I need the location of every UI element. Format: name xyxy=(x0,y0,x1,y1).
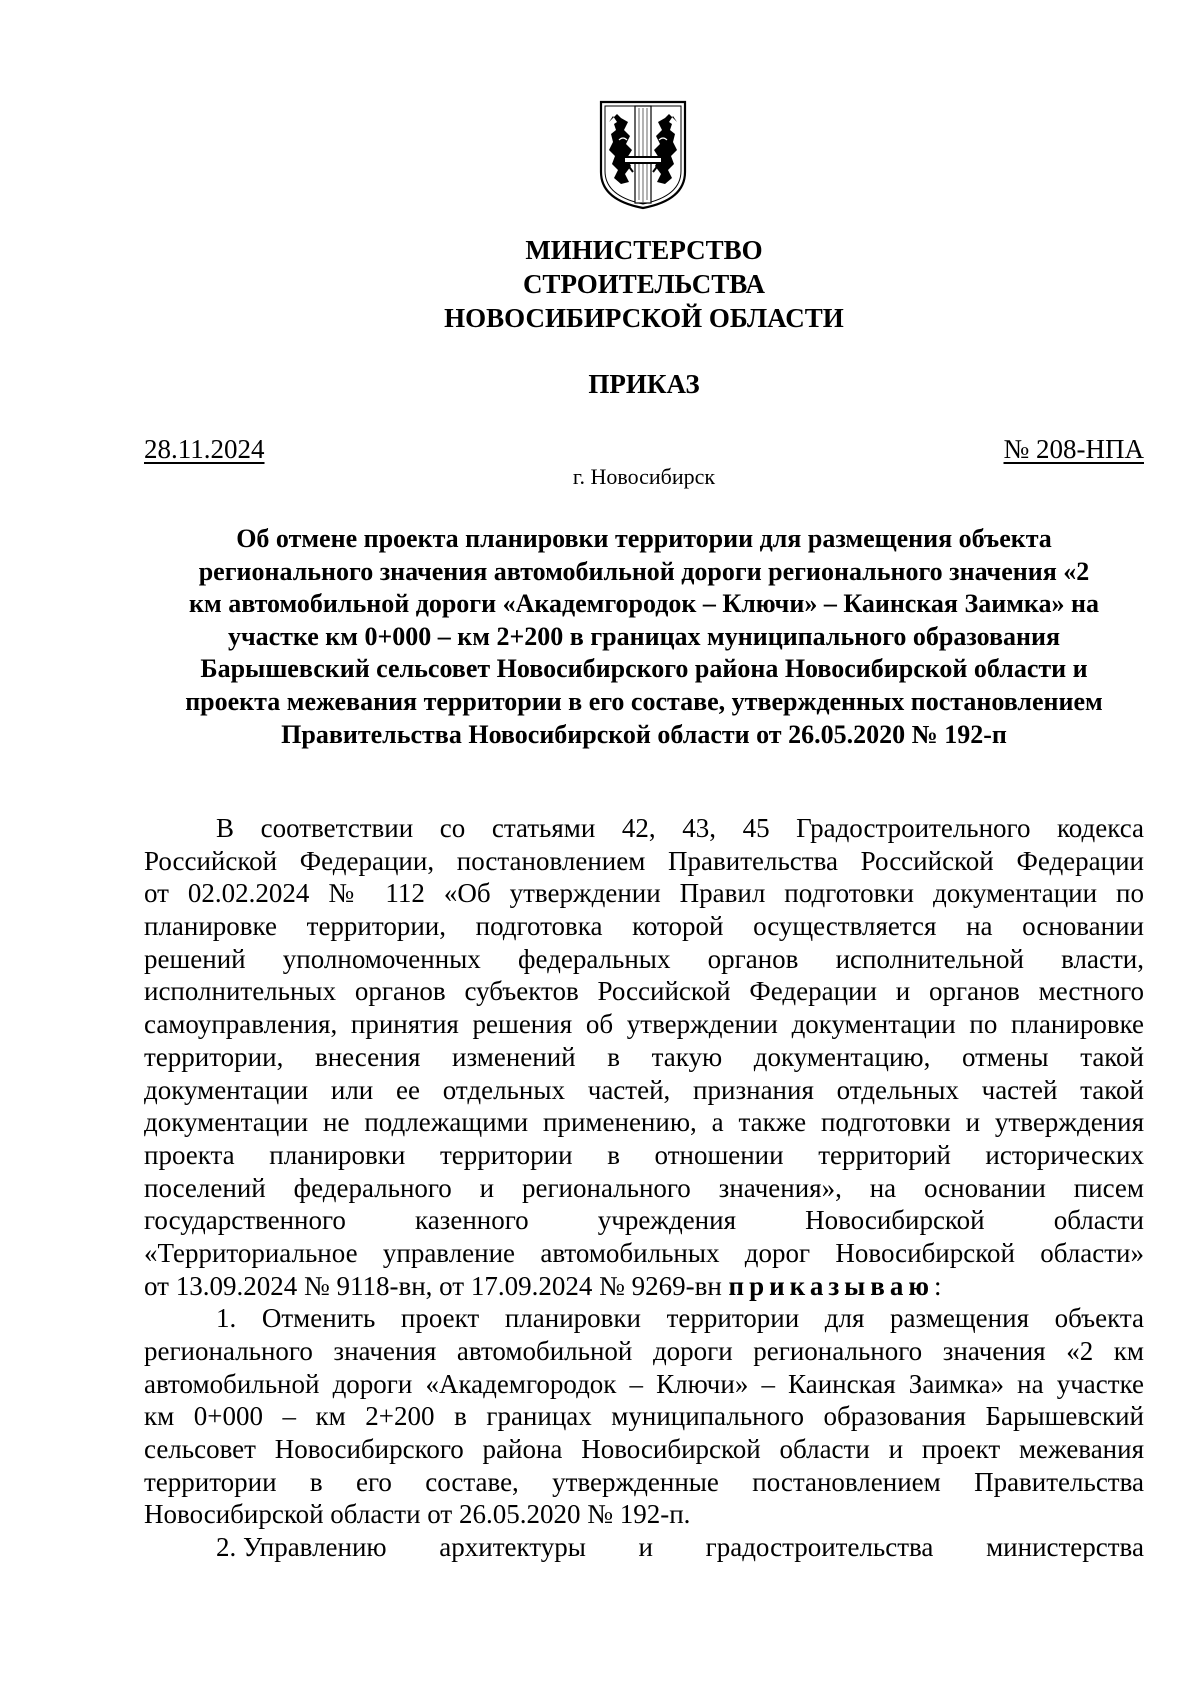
word: и xyxy=(638,1532,653,1563)
title-line: км автомобильной дороги «Академгородок – Ключи» – Каинская Заимка» на xyxy=(189,589,1099,619)
body-line: сельсовет Новосибирского района Новосибирской области и проект межевания xyxy=(144,1434,1144,1465)
title-line: Барышевский сельсовет Новосибирского района Новосибирской области и xyxy=(200,654,1088,684)
ministry-name-line-3: НОВОСИБИРСКОЙ ОБЛАСТИ xyxy=(444,303,844,333)
body-line: решений уполномоченных федеральных органов исполнительной власти, xyxy=(144,943,1144,974)
body-line: планировке территории, подготовка которой осуществляется на основании xyxy=(144,911,1144,942)
body-line xyxy=(144,1531,1144,1564)
document-number: № 208-НПА xyxy=(1003,434,1144,464)
order-command-colon: : xyxy=(933,1270,942,1301)
title-line: участке км 0+000 – км 2+200 в границах муниципального образования xyxy=(227,621,1061,651)
ministry-name-line-1: МИНИСТЕРСТВО xyxy=(525,235,763,265)
body-line: поселений федерального и регионального значения», на основании писем xyxy=(144,1172,1144,1203)
body-line: регионального значения автомобильной дороги регионального значения «2 км xyxy=(144,1336,1144,1366)
order-command: приказываю xyxy=(728,1270,934,1301)
body-line: самоуправления, принятия решения об утверждении документации по планировке xyxy=(144,1009,1144,1040)
body-line: автомобильной дороги «Академгородок – Ключи» – Каинская Заимка» на участке xyxy=(144,1368,1144,1399)
body-line: «Территориальное управление автомобильных дорог Новосибирской области» xyxy=(144,1237,1144,1268)
body-line: документации не подлежащими применению, а также подготовки и утверждения xyxy=(144,1107,1144,1138)
word: 2. Управлению xyxy=(216,1532,387,1563)
body-line: 1. Отменить проект планировки территории для размещения объекта xyxy=(216,1303,1144,1334)
body-line: территории, внесения изменений в такую документацию, отмены такой xyxy=(144,1041,1144,1072)
ministry-name-line-2: СТРОИТЕЛЬСТВА xyxy=(522,269,766,299)
item-2-paragraph xyxy=(144,1531,1144,1564)
preamble-final-text: от 13.09.2024 № 9118-вн, от 17.09.2024 № 9269-вн xyxy=(144,1270,729,1301)
body-line: документации или ее отдельных частей, признания отдельных частей такой xyxy=(144,1074,1144,1105)
document-title xyxy=(144,523,1144,751)
word: министерства xyxy=(986,1532,1144,1563)
document-city: г. Новосибирск xyxy=(572,464,716,489)
body-line-final xyxy=(144,1270,1144,1303)
coat-of-arms-emblem xyxy=(599,100,687,210)
body-line: Новосибирской области от 26.05.2020 № 192-п. xyxy=(144,1499,691,1530)
item-1-paragraph xyxy=(144,1302,1144,1531)
body-line: исполнительных органов субъектов Российской Федерации и органов местного xyxy=(144,976,1144,1007)
document-body xyxy=(144,812,1144,1564)
document-type: ПРИКАЗ xyxy=(588,369,700,399)
body-line: км 0+000 – км 2+200 в границах муниципального образования Барышевский xyxy=(144,1401,1144,1432)
document-date: 28.11.2024 xyxy=(144,434,265,464)
body-line: проекта планировки территории в отношении территорий исторических xyxy=(144,1139,1144,1170)
title-line: Об отмене проекта планировки территории для размещения объекта xyxy=(236,524,1052,553)
title-line: проекта межевания территории в его составе, утвержденных постановлением xyxy=(185,686,1103,716)
body-line: Российской Федерации, постановлением Правительства Российской Федерации xyxy=(144,845,1144,876)
word: архитектуры xyxy=(439,1532,586,1563)
body-line: государственного казенного учреждения Новосибирской области xyxy=(144,1205,1144,1236)
title-line: регионального значения автомобильной дороги регионального значения «2 xyxy=(198,556,1090,586)
body-line: В соответствии со статьями 42, 43, 45 Градостроительного кодекса xyxy=(216,813,1144,843)
title-line: Правительства Новосибирской области от 26.05.2020 № 192-п xyxy=(281,719,1007,749)
body-line: территории в его составе, утвержденные постановлением Правительства xyxy=(144,1466,1144,1497)
body-line: от 02.02.2024 № 112 «Об утверждении Правил подготовки документации по xyxy=(144,878,1144,909)
preamble-paragraph xyxy=(144,812,1144,1302)
word: градостроительства xyxy=(705,1532,934,1563)
